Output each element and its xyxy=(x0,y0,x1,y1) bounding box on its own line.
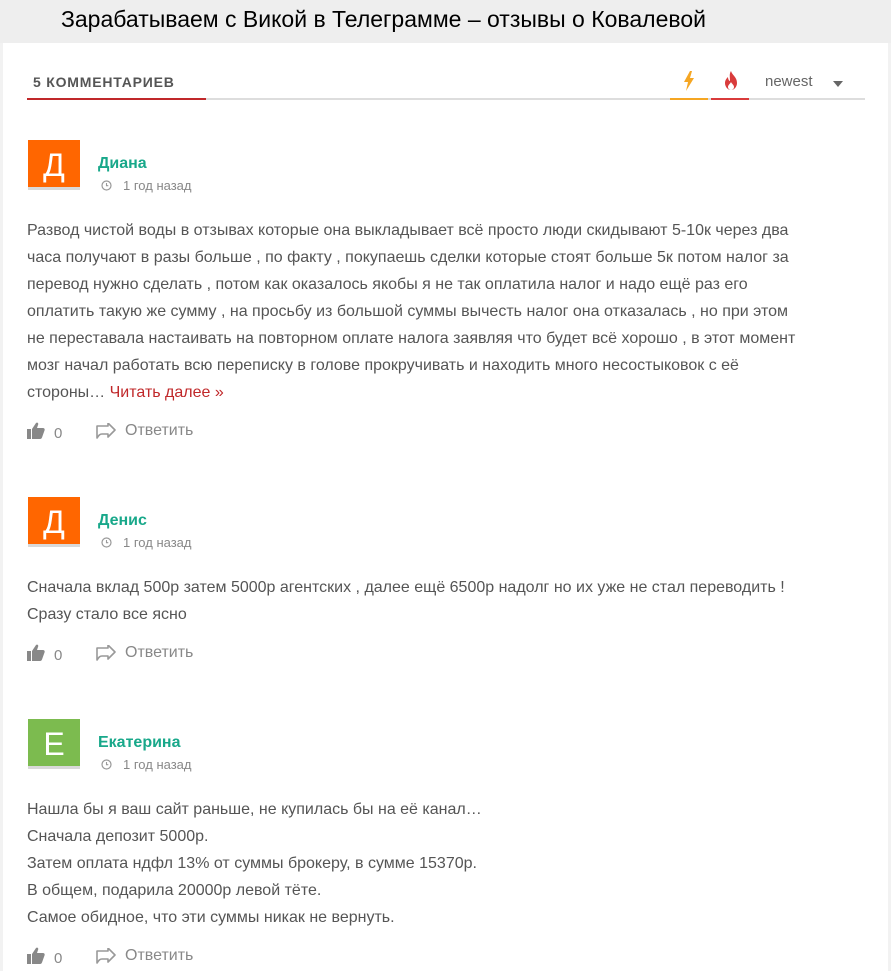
comment-line: не переставала настаивать на повторном оплате налога заявляя что будет всё хорошо , в этот момент xyxy=(27,330,796,347)
comment-actions xyxy=(27,947,327,967)
thumbs-up-icon[interactable] xyxy=(27,644,45,661)
comment-line: Сразу стало все ясно xyxy=(27,606,187,623)
comment-author[interactable]: Екатерина xyxy=(98,734,181,751)
comment-actions xyxy=(27,422,327,442)
comment-line-last xyxy=(27,379,867,406)
comment-date[interactable]: 1 год назад xyxy=(123,535,192,550)
comment-date[interactable]: 1 год назад xyxy=(123,757,192,772)
sort-hot-button[interactable] xyxy=(670,68,708,100)
clock-icon xyxy=(101,759,112,770)
comment-line: Сначала депозит 5000р. xyxy=(27,828,209,845)
clock-icon xyxy=(101,537,112,548)
sort-trending-button[interactable] xyxy=(711,68,749,100)
like-count: 0 xyxy=(54,950,63,967)
caret-down-icon xyxy=(833,81,843,87)
comment-body xyxy=(27,217,867,406)
sort-order-value: newest xyxy=(765,73,813,90)
comment-body xyxy=(27,574,867,628)
like-count: 0 xyxy=(54,647,63,664)
comment-date[interactable]: 1 год назад xyxy=(123,178,192,193)
sort-order-select[interactable] xyxy=(764,72,859,96)
sort-trending-indicator xyxy=(711,98,749,100)
comment-actions xyxy=(27,644,327,664)
comment-line: В общем, подарила 20000р левой тёте. xyxy=(27,882,322,899)
reply-icon[interactable] xyxy=(96,423,116,439)
thumbs-up-icon[interactable] xyxy=(27,947,45,964)
reply-button[interactable]: Ответить xyxy=(125,644,194,661)
comment-author[interactable]: Денис xyxy=(98,512,147,529)
comment-line: стороны… xyxy=(27,384,106,401)
comment-line: Развод чистой воды в отзывах которые она выкладывает всё просто люди скидывают 5-10к через два xyxy=(27,222,789,239)
avatar[interactable]: Д xyxy=(28,140,80,190)
clock-icon xyxy=(101,180,112,191)
comments-count: 5 КОММЕНТАРИЕВ xyxy=(33,74,175,90)
comment-line: мозг начал работать всю переписку в голове прокручивать и находить много несостыковок с её xyxy=(27,357,739,374)
page-title: Зарабатываем с Викой в Телеграмме – отзывы о Ковалевой xyxy=(61,6,706,32)
comment-body xyxy=(27,796,867,931)
like-count: 0 xyxy=(54,425,63,442)
comment-line: Затем оплата ндфл 13% от суммы брокеру, в сумме 15370р. xyxy=(27,855,477,872)
reply-icon[interactable] xyxy=(96,645,116,661)
reply-button[interactable]: Ответить xyxy=(125,422,194,439)
avatar[interactable]: Д xyxy=(28,497,80,547)
lightning-icon xyxy=(683,71,695,91)
comment-line: часа получают в разы больше , по факту , покупаешь сделки которые стоят больше 5к потом налог за xyxy=(27,249,789,266)
reply-button[interactable]: Ответить xyxy=(125,947,194,964)
comment-line: Нашла бы я ваш сайт раньше, не купилась бы на её канал… xyxy=(27,801,482,818)
comments-header xyxy=(27,60,865,100)
frame-left xyxy=(0,43,3,971)
comment-line: Сначала вклад 500р затем 5000р агентских , далее ещё 6500р надолг но их уже не стал переводить ! xyxy=(27,579,785,596)
count-underline xyxy=(27,98,206,100)
comment-line: перевод нужно сделать , потом как оказалось якобы я не так оплатила налог и надо ещё раз его xyxy=(27,276,748,293)
flame-icon xyxy=(724,71,738,91)
sort-hot-indicator xyxy=(670,98,708,100)
comment-author[interactable]: Диана xyxy=(98,155,147,172)
comment-line: оплатить такую же сумму , на просьбу из большой суммы вычесть налог она отказалась , но при этом xyxy=(27,303,789,320)
top-bar xyxy=(0,0,891,43)
reply-icon[interactable] xyxy=(96,948,116,964)
comment-line: Самое обидное, что эти суммы никак не вернуть. xyxy=(27,909,395,926)
avatar[interactable]: Е xyxy=(28,719,80,769)
read-more-link[interactable]: Читать далее » xyxy=(109,384,224,401)
thumbs-up-icon[interactable] xyxy=(27,422,45,439)
